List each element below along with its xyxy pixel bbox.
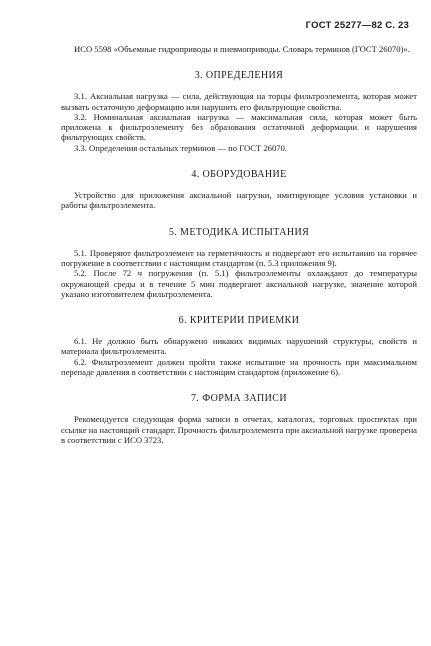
page-content — [61, 44, 417, 445]
section-title-definitions: 3. ОПРЕДЕЛЕНИЯ — [194, 70, 284, 82]
paragraph-3-2: 3.2. Номинальная аксиальная нагрузка — максимальная сила, которая может быть приложена к фильтроэлементу без образования остаточной деформации и нарушения фильтрующих свойств. — [61, 111, 417, 143]
paragraph-record-form: Рекомендуется следующая форма записи в отчетах, каталогах, торговых проспектах при ссылке на настоящий стандарт. Прочность фильтроэлемента при аксиальной нагрузке проверена в соответствии с ИСО 3723. — [61, 414, 417, 445]
paragraph-3-1: 3.1. Аксиальная нагрузка — сила, действующая на торцы фильтроэлемента, которая может вызвать остаточную деформацию или нарушить его фильтрующие свойства. — [61, 91, 417, 112]
intro-paragraph: ИСО 5598 «Объемные гидроприводы и пневмоприводы. Словарь терминов (ГОСТ 26070)». — [74, 44, 410, 54]
section-title-method: 5. МЕТОДИКА ИСПЫТАНИЯ — [168, 226, 310, 238]
paragraph-3-3: 3.3. Определения остальных терминов — по ГОСТ 26070. — [74, 142, 288, 153]
section-title-equipment: 4. ОБОРУДОВАНИЕ — [191, 169, 287, 181]
paragraph-6-1: 6.1. Не должно быть обнаружено никаких видимых нарушений структуры, свойств и материала фильтроэлемента. — [61, 336, 417, 357]
paragraph-6-2: 6.2. Фильтроэлемент должен пройти также испытание на прочность при максимальном перепаде давления в соответствии с настоящим стандартом (приложение 6). — [61, 356, 417, 378]
paragraph-5-1: 5.1. Проверяют фильтроэлемент на герметичность и подвергают его испытанию на горячее погружение в соответствии с настоящим стандартом (п. 5.3 приложения 9). — [61, 247, 417, 268]
section-title-acceptance: 6. КРИТЕРИИ ПРИЕМКИ — [178, 315, 300, 327]
paragraph-5-2: 5.2. После 72 ч погружения (п. 5.1) фильтроэлементы охлаждают до температуры окружающей среды и в течение 5 мин подвергают аксиальной нагрузке, значение которой указано изготовителем фильтроэлемента. — [61, 268, 417, 299]
section-title-record-form: 7. ФОРМА ЗАПИСИ — [191, 393, 287, 405]
page-header: ГОСТ 25277—82 С. 23 — [305, 20, 409, 31]
paragraph-equipment: Устройство для приложения аксиальной нагрузки, имитирующее условия установки и работы фильтроэлемента. — [61, 190, 417, 211]
